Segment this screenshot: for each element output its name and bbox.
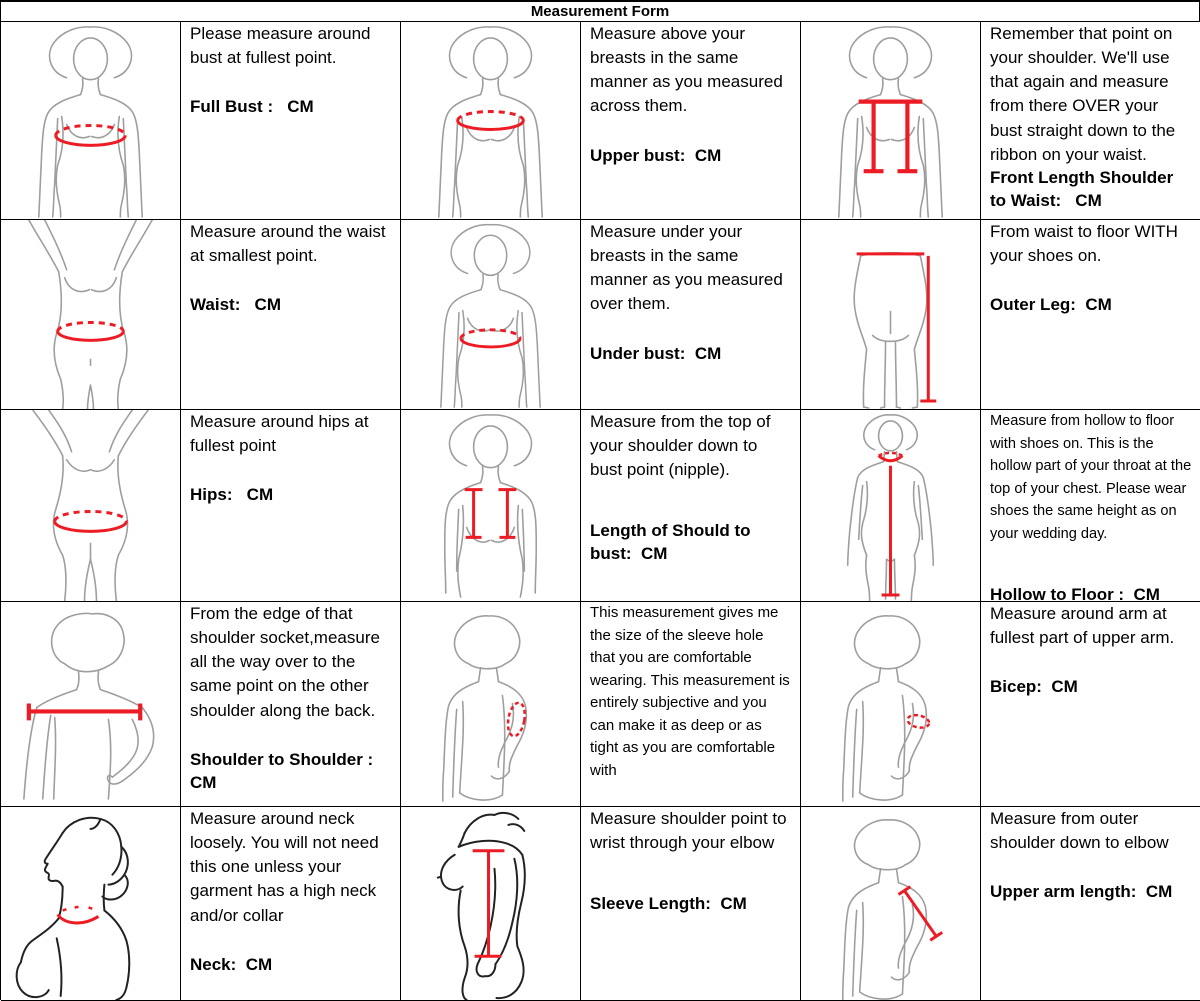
upper-arm-length-figure xyxy=(801,807,980,1000)
measurement-label: Front Length Shoulder to Waist: CM xyxy=(990,167,1178,210)
instruction-cell-hollow-to-floor xyxy=(981,410,1200,602)
measurement-label: Under bust: CM xyxy=(590,343,722,363)
shoulder-to-shoulder-figure xyxy=(1,602,180,806)
hollow-to-floor-figure xyxy=(801,410,980,601)
instruction-cell-upper-bust xyxy=(581,22,801,220)
instruction-cell-upper-arm-length xyxy=(981,807,1200,1001)
figure-cell-sleeve-length xyxy=(401,807,581,1001)
figure-cell-outer-leg xyxy=(801,220,981,410)
instruction-text: Measure under your breasts in the same manner as you measured over them. xyxy=(590,222,788,314)
front-length-figure xyxy=(801,22,980,219)
hips-figure xyxy=(1,410,180,601)
instruction-cell-front-length xyxy=(981,22,1200,220)
figure-cell-full-bust xyxy=(1,22,181,220)
measurement-label: Full Bust : CM xyxy=(190,97,314,117)
instruction-cell-shoulder-to-bust xyxy=(581,410,801,602)
instruction-text: From the edge of that shoulder socket,measure all the way over to the same point on the other shoulder along the back. xyxy=(190,604,385,720)
figure-cell-shoulder-to-bust xyxy=(401,410,581,602)
instruction-text: Measure from the top of your shoulder down to bust point (nipple). xyxy=(590,412,776,480)
measurement-label: Hips: CM xyxy=(190,485,274,505)
instruction-text: Measure above your breasts in the same manner as you measured across them. xyxy=(590,24,788,116)
shoulder-to-bust-figure xyxy=(401,410,580,601)
instruction-text: From waist to floor WITH your shoes on. xyxy=(990,222,1183,266)
instruction-cell-waist xyxy=(181,220,401,410)
instruction-text: Measure shoulder point to wrist through your elbow xyxy=(590,809,792,853)
figure-cell-bicep xyxy=(801,602,981,807)
measurement-label: Shoulder to Shoulder : CM xyxy=(190,749,378,792)
measurement-label: Upper arm length: CM xyxy=(990,882,1173,902)
measurement-label: Hollow to Floor : CM xyxy=(990,584,1160,602)
figure-cell-neck xyxy=(1,807,181,1001)
instruction-cell-hips xyxy=(181,410,401,602)
figure-cell-under-bust xyxy=(401,220,581,410)
figure-cell-hollow-to-floor xyxy=(801,410,981,602)
instruction-text: Measure from outer shoulder down to elbow xyxy=(990,809,1169,853)
instruction-cell-under-bust xyxy=(581,220,801,410)
full-bust-figure xyxy=(1,22,180,219)
instruction-cell-bicep xyxy=(981,602,1200,807)
arms-eye-figure xyxy=(401,602,580,806)
figure-cell-waist xyxy=(1,220,181,410)
instruction-cell-outer-leg xyxy=(981,220,1200,410)
instruction-cell-shoulder-to-shoulder xyxy=(181,602,401,807)
instruction-text: Please measure around bust at fullest point. xyxy=(190,24,376,68)
measurement-label: Length of Should to bust: CM xyxy=(590,521,756,564)
form-title: Measurement Form xyxy=(1,2,1200,22)
instruction-text: This measurement gives me the size of the sleeve hole that you are comfortable wearing. This measurement is entirely subjective and you can make it as deep or as tight as you are comfortable with xyxy=(590,604,794,779)
upper-bust-figure xyxy=(401,22,580,219)
figure-cell-arms-eye xyxy=(401,602,581,807)
instruction-text: Measure from hollow to floor with shoes on. This is the hollow part of your throat at the top of your chest. Please wear shoes the same height as on your wedding day. xyxy=(990,413,1196,543)
instruction-text: Measure around hips at fullest point xyxy=(190,412,374,456)
measurement-label: Upper bust: CM xyxy=(590,145,722,165)
waist-figure xyxy=(1,220,180,409)
instruction-text: Measure around arm at fullest part of upper arm. xyxy=(990,604,1175,648)
figure-cell-upper-arm-length xyxy=(801,807,981,1001)
neck-figure xyxy=(1,807,180,1000)
figure-cell-shoulder-to-shoulder xyxy=(1,602,181,807)
measurement-label: Waist: CM xyxy=(190,295,281,315)
instruction-cell-neck xyxy=(181,807,401,1001)
measurement-label: Bicep: CM xyxy=(990,677,1078,697)
measurement-label: Sleeve Length: CM xyxy=(590,894,747,914)
instruction-text: Measure around the waist at smallest point. xyxy=(190,222,391,266)
instruction-text: Remember that point on your shoulder. We'll use that again and measure from there OVER your bust straight down to the ribbon on your waist. xyxy=(990,24,1180,164)
instruction-cell-full-bust xyxy=(181,22,401,220)
figure-cell-hips xyxy=(1,410,181,602)
instruction-cell-sleeve-length xyxy=(581,807,801,1001)
instruction-cell-arms-eye xyxy=(581,602,801,807)
measurement-label: Outer Leg: CM xyxy=(990,295,1112,315)
figure-cell-upper-bust xyxy=(401,22,581,220)
instruction-text: Measure around neck loosely. You will not need this one unless your garment has a high neck and/or collar xyxy=(190,809,384,925)
bicep-figure xyxy=(801,602,980,806)
figure-cell-front-length xyxy=(801,22,981,220)
measurement-grid xyxy=(1,22,1200,1001)
outer-leg-figure xyxy=(801,220,980,409)
sleeve-length-figure xyxy=(401,807,580,1000)
under-bust-figure xyxy=(401,220,580,409)
measurement-label: Neck: CM xyxy=(190,954,273,974)
